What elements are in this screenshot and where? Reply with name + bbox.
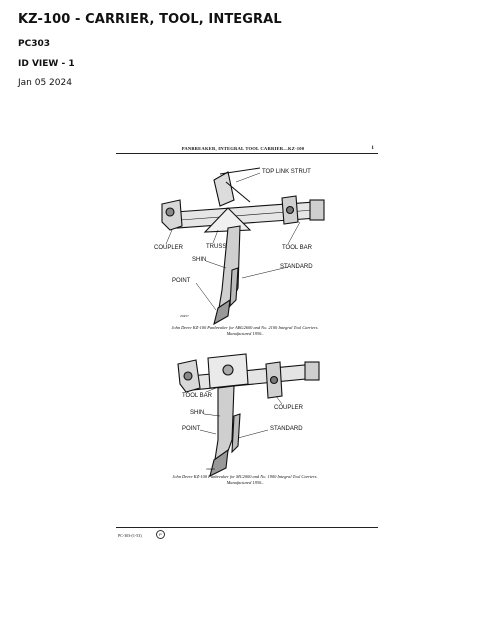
label-standard: STANDARD: [270, 426, 303, 432]
label-standard: STANDARD: [280, 264, 313, 270]
label-point: POINT: [182, 426, 201, 432]
top-rule: [116, 153, 378, 154]
label-tool-bar: TOOL BAR: [282, 245, 313, 251]
figure-1: [110, 160, 380, 335]
footer-logo-mark: P: [156, 530, 165, 539]
label-tool-bar: TOOL BAR: [182, 393, 213, 399]
figure-2-caption-line-2: Manufactured 1950–: [226, 480, 264, 485]
figure-2-number: 20458: [206, 467, 215, 471]
page-heading: PANBREAKER, INTEGRAL TOOL CARRIER—KZ-100: [181, 146, 305, 151]
page-number: 1: [371, 145, 374, 151]
figure-2-caption-line-1: John Deere KZ-100 Panbreaker for MC2000 and No. 1900 Integral Tool Carriers.: [172, 474, 318, 479]
figure-1-caption-line-2: Manufactured 1950–: [226, 331, 264, 336]
document-title: KZ-100 - CARRIER, TOOL, INTEGRAL: [18, 12, 282, 27]
label-top-link-strut: TOP LINK STRUT: [262, 169, 311, 175]
document-date: Jan 05 2024: [18, 78, 72, 88]
page-footer-code: PC-303-(1-53): [118, 533, 142, 538]
part-code: PC303: [18, 39, 50, 49]
label-shin: SHIN: [190, 410, 205, 416]
label-shin: SHIN: [192, 257, 207, 263]
figure-2-caption: [120, 474, 370, 486]
view-id: ID VIEW - 1: [18, 59, 75, 69]
figure-1-drawing: [110, 160, 380, 335]
bottom-rule: [116, 527, 378, 528]
label-coupler: COUPLER: [154, 245, 184, 251]
scanned-catalog-page: [110, 140, 380, 550]
figure-1-caption-line-1: John Deere KZ-100 Panbreaker for ABG2600 and No. 2100 Integral Tool Carriers.: [171, 325, 319, 330]
figure-1-caption: [120, 325, 370, 337]
label-truss: TRUSS: [206, 244, 227, 250]
label-coupler: COUPLER: [274, 405, 304, 411]
figure-2: [110, 350, 380, 500]
figure-1-number: 20457: [180, 314, 189, 318]
document-header: [18, 12, 282, 88]
label-point: POINT: [172, 278, 191, 284]
